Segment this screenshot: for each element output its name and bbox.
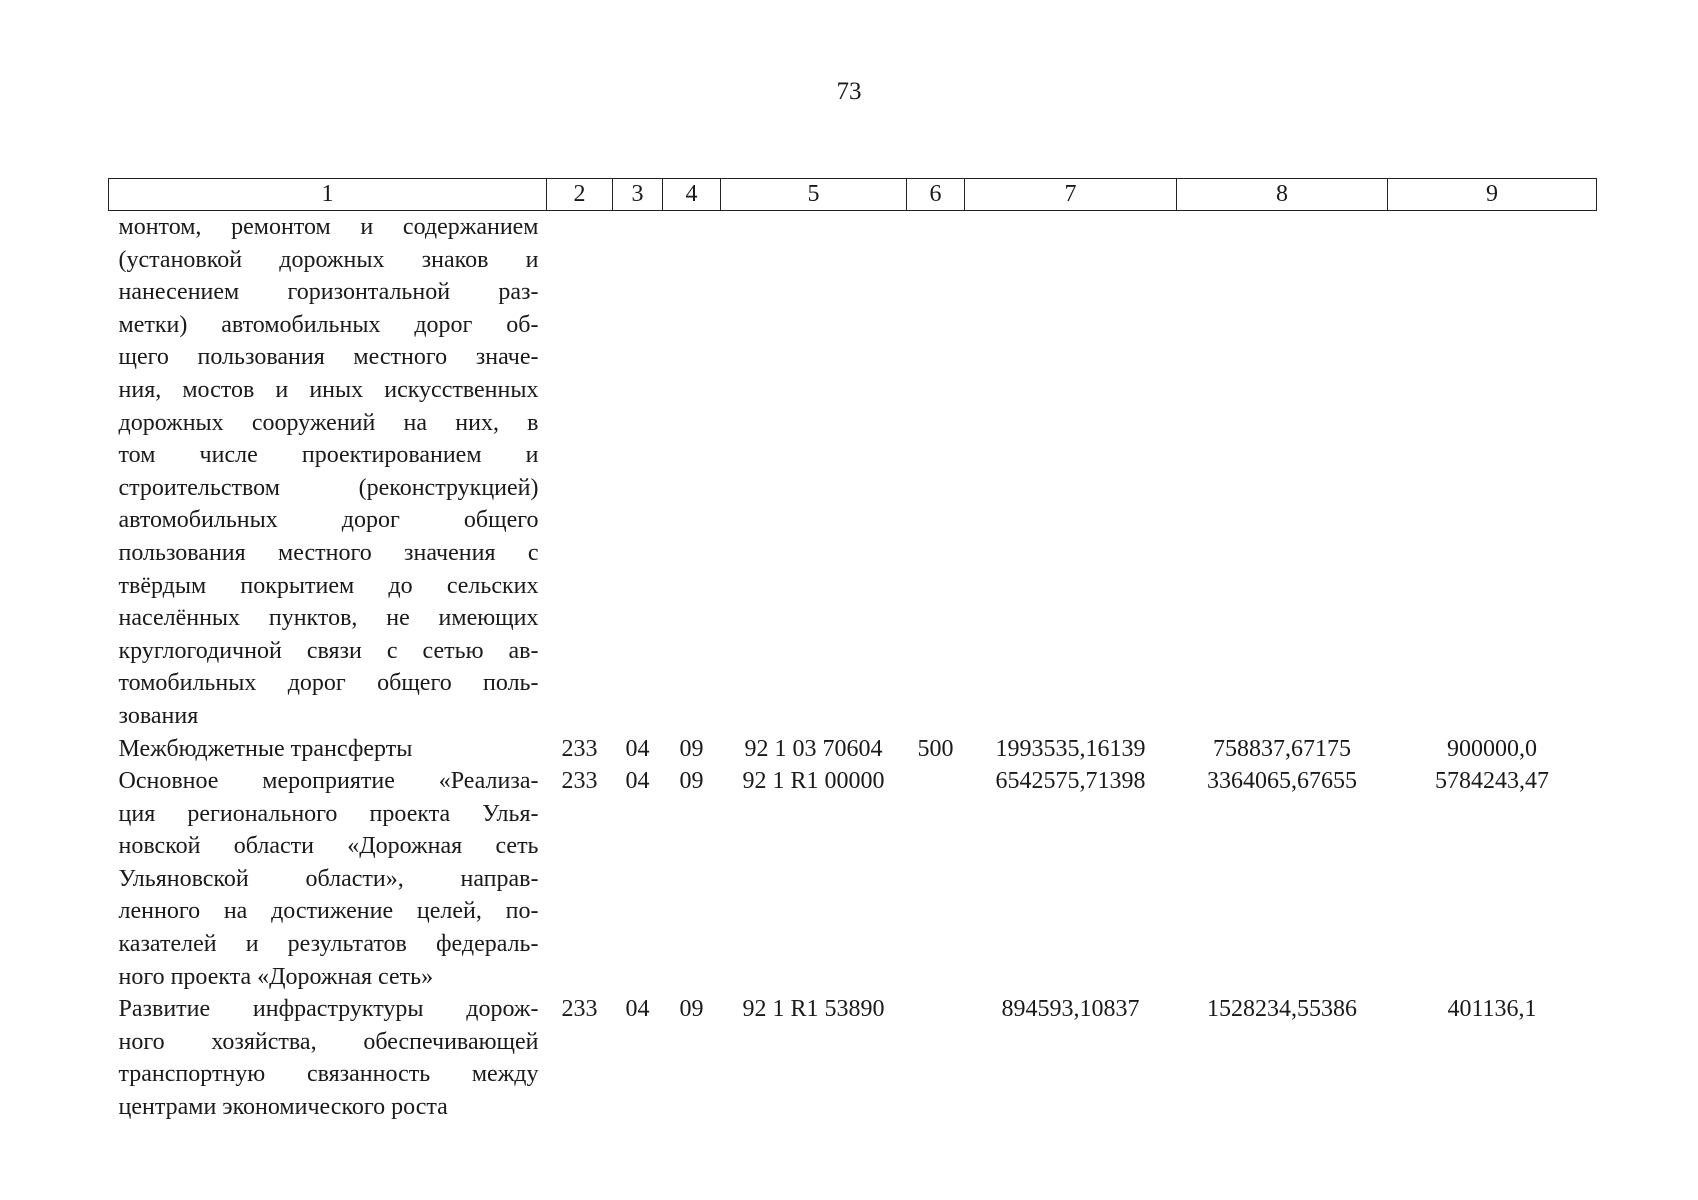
section-code: 04 xyxy=(625,996,650,1023)
description-line: ленного на достижение целей, по- xyxy=(118,898,539,925)
description-line: ция регионального проекта Улья- xyxy=(118,800,539,827)
section-code xyxy=(613,211,663,733)
expense-type-code xyxy=(907,993,965,1123)
column-header: 8 xyxy=(1177,179,1388,211)
description-line: населённых пунктов, не имеющих xyxy=(118,605,539,632)
amount-year-1: 6542575,71398 xyxy=(995,768,1146,795)
section-code: 04 xyxy=(625,768,650,795)
amount-year-2: 1528234,55386 xyxy=(1207,996,1357,1023)
amount-year-3 xyxy=(1388,211,1597,733)
target-article-code: 92 1 R1 00000 xyxy=(742,768,885,795)
target-article-code: 92 1 R1 53890 xyxy=(742,996,885,1023)
subsection-code: 09 xyxy=(679,768,704,795)
description-line: томобильных дорог общего поль- xyxy=(118,670,539,697)
row-description xyxy=(109,765,547,993)
description-line: ного хозяйства, обеспечивающей xyxy=(118,1028,539,1055)
row-description xyxy=(109,993,547,1123)
page-number: 73 xyxy=(836,78,862,105)
description-line: новской области «Дорожная сеть xyxy=(118,833,539,860)
column-header: 7 xyxy=(965,179,1177,211)
subsection-code: 09 xyxy=(679,996,704,1023)
column-header: 9 xyxy=(1388,179,1597,211)
chapter-code: 233 xyxy=(561,996,598,1023)
target-article-code: 92 1 03 70604 xyxy=(744,735,883,762)
amount-year-3: 900000,0 xyxy=(1447,735,1537,762)
description-line: монтом, ремонтом и содержанием xyxy=(118,214,539,240)
description-line: метки) автомобильных дорог об- xyxy=(118,311,539,338)
amount-year-1: 894593,10837 xyxy=(1001,996,1140,1023)
description-line: дорожных сооружений на них, в xyxy=(118,409,539,436)
amount-year-2: 3364065,67655 xyxy=(1207,768,1357,795)
subsection-code xyxy=(663,211,721,733)
description-line: автомобильных дорог общего xyxy=(118,507,539,534)
target-article-code xyxy=(721,211,907,733)
table-header-row xyxy=(109,179,1597,211)
expense-type-code: 500 xyxy=(917,735,954,762)
description-line: центрами экономического роста xyxy=(118,1094,448,1121)
row-description xyxy=(109,211,547,733)
column-header: 2 xyxy=(547,179,613,211)
column-header: 3 xyxy=(613,179,663,211)
description-line: транспортную связанность между xyxy=(118,1061,539,1088)
amount-year-3: 401136,1 xyxy=(1447,996,1537,1023)
amount-year-3: 5784243,47 xyxy=(1435,768,1549,795)
section-code: 04 xyxy=(625,735,650,762)
row-description xyxy=(109,733,547,766)
amount-year-1 xyxy=(965,211,1177,733)
table-row xyxy=(109,733,1597,766)
description-line: щего пользования местного значе- xyxy=(118,344,539,371)
expense-type-code xyxy=(907,211,965,733)
amount-year-2: 758837,67175 xyxy=(1213,735,1351,762)
description-line: Ульяновской области», направ- xyxy=(118,865,539,892)
budget-table xyxy=(108,178,1597,1124)
column-header: 4 xyxy=(663,179,721,211)
column-header: 6 xyxy=(907,179,965,211)
description-line: Развитие инфраструктуры дорож- xyxy=(118,996,539,1023)
description-line: Основное мероприятие «Реализа- xyxy=(118,768,539,795)
chapter-code xyxy=(547,211,613,733)
description-line: ния, мостов и иных искусственных xyxy=(118,376,539,403)
chapter-code: 233 xyxy=(561,735,598,762)
table-row xyxy=(109,765,1597,993)
column-header: 5 xyxy=(721,179,907,211)
description-line: зования xyxy=(118,702,199,729)
description-line: ного проекта «Дорожная сеть» xyxy=(118,963,434,990)
subsection-code: 09 xyxy=(679,735,704,762)
description-line: Межбюджетные трансферты xyxy=(118,735,413,762)
description-line: том числе проектированием и xyxy=(118,442,539,469)
description-line: (установкой дорожных знаков и xyxy=(118,246,539,273)
table-body xyxy=(109,211,1597,1124)
table-row xyxy=(109,993,1597,1123)
column-header: 1 xyxy=(109,179,547,211)
amount-year-2 xyxy=(1177,211,1388,733)
description-line: строительством (реконструкцией) xyxy=(118,474,539,501)
description-line: нанесением горизонтальной раз- xyxy=(118,279,539,306)
table-row xyxy=(109,211,1597,733)
description-line: казателей и результатов федераль- xyxy=(118,931,539,958)
amount-year-1: 1993535,16139 xyxy=(995,735,1146,762)
chapter-code: 233 xyxy=(561,768,598,795)
description-line: твёрдым покрытием до сельских xyxy=(118,572,539,599)
description-line: круглогодичной связи с сетью ав- xyxy=(118,637,539,664)
description-line: пользования местного значения с xyxy=(118,539,539,566)
expense-type-code xyxy=(907,765,965,993)
